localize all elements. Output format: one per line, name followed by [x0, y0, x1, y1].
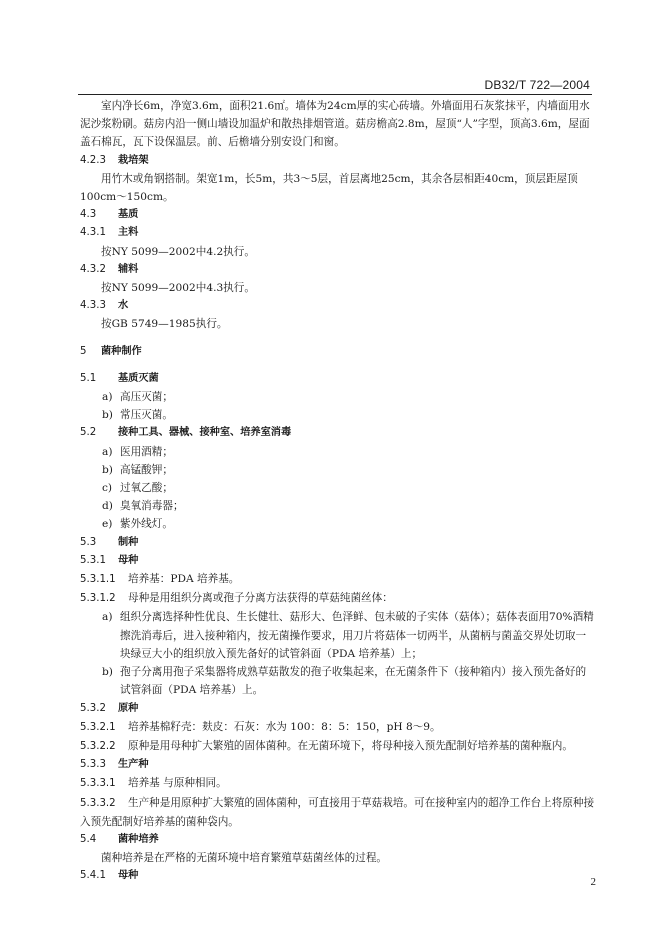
clause-text: 原种是用母种扩大繁殖的固体菌种。在无菌环境下，将母种接入预先配制好培养基的菌种瓶内。 — [128, 739, 573, 752]
section-heading — [80, 152, 595, 170]
list-text: 常压灭菌。 — [120, 409, 173, 422]
spacer — [80, 361, 595, 370]
list-text: 组织分离选择种性优良、生长健壮、菇形大、色泽鲜、包未破的子实体（菇体）；菇体表面用70%酒精擦洗消毒后，进入接种箱内，按无菌操作要求，用刀片将菇体一切两半，从菌柄与菌盖交界处切取一块绿豆大小的组织放入预先备好的试管斜面（PDA 培养基）上； — [120, 611, 594, 660]
section-number: 5.3.3 — [80, 759, 106, 771]
section-number: 5.3.2 — [80, 702, 106, 714]
section-number: 5.3 — [80, 536, 97, 548]
list-text: 高锰酸钾； — [120, 463, 173, 476]
paragraph: 按NY 5099—2002中4.2执行。 — [101, 245, 255, 258]
numbered-paragraph — [80, 589, 595, 608]
list-marker: c) — [102, 482, 113, 495]
list-marker: b) — [102, 463, 113, 476]
section-number: 4.3.1 — [80, 227, 106, 239]
clause-number: 5.3.3.2 — [80, 797, 116, 809]
numbered-paragraph — [80, 718, 595, 737]
numbered-paragraph — [80, 737, 595, 756]
list-item — [80, 388, 595, 406]
list-text: 孢子分离用孢子采集器将成熟草菇散发的孢子收集起来，在无菌条件下（接种箱内）接入预先备好的试管斜面（PDA 培养基）上。 — [120, 666, 587, 697]
list-item — [80, 461, 595, 479]
clause-text: 母种是用组织分离或孢子分离方法获得的草菇纯菌丝体： — [128, 592, 393, 605]
list-text: 紫外线灯。 — [120, 518, 173, 531]
list-item — [80, 443, 595, 461]
section-number: 4.2.3 — [80, 154, 106, 166]
list-marker: d) — [102, 500, 113, 513]
list-marker: a) — [102, 391, 113, 404]
section-title: 制种 — [118, 536, 139, 548]
section-heading — [80, 224, 595, 242]
list-item — [80, 497, 595, 515]
clause-text: 生产种是用原种扩大繁殖的固体菌种，可直接用于草菇栽培。可在接种室内的超净工作台上将原种接入预先配制好培养基的菌种袋内。 — [80, 796, 595, 828]
document-code: DB32/T 722—2004 — [484, 78, 590, 92]
list-item — [80, 479, 595, 497]
section-title: 接种工具、器械、接种室、培养室消毒 — [118, 427, 292, 439]
section-heading — [80, 261, 595, 279]
list-item — [80, 663, 595, 699]
list-marker: b) — [102, 666, 113, 679]
section-title: 母种 — [118, 870, 139, 882]
section-heading — [80, 370, 595, 388]
section-title: 栽培架 — [118, 154, 149, 166]
section-number: 5.2 — [80, 427, 97, 439]
paragraph: 用竹木或角钢搭制。架宽1m，长5m，共3～5层，首层离地25cm，其余各层相距40cm，顶层距屋顶100cm～150cm。 — [80, 172, 578, 204]
clause-number: 5.3.3.1 — [80, 778, 116, 790]
section-heading — [80, 206, 595, 224]
section-heading — [80, 424, 595, 442]
section-title: 菌种制作 — [101, 345, 142, 357]
section-heading — [80, 756, 595, 774]
clause-number: 5.3.2.2 — [80, 740, 116, 752]
numbered-paragraph — [80, 794, 595, 831]
list-marker: a) — [102, 611, 113, 624]
clause-text: 培养基 与原种相同。 — [128, 777, 227, 790]
clause-number: 5.3.1.1 — [80, 574, 116, 586]
list-item — [80, 515, 595, 533]
section-heading — [80, 552, 595, 570]
clause-number: 5.3.1.2 — [80, 593, 116, 605]
paragraph: 室内净长6m，净宽3.6m，面积21.6㎡。墙体为24cm厚的实心砖墙。外墙面用石灰浆抹平，内墙面用水泥沙浆粉刷。菇房内沿一侧山墙设加温炉和散热排烟管道。菇房檐高2.8m，屋顶“人”字型，顶高3.6m，屋面盖石棉瓦，瓦下设保温层。前、后檐墙分别安设门和窗。 — [80, 100, 590, 149]
section-heading — [80, 700, 595, 718]
chapter-heading — [80, 343, 595, 361]
page-number: 2 — [590, 876, 596, 888]
section-number: 4.3 — [80, 209, 97, 221]
section-title: 水 — [118, 300, 129, 312]
section-number: 4.3.3 — [80, 300, 106, 312]
section-number: 5 — [80, 345, 87, 357]
list-item — [80, 608, 595, 663]
section-title: 主料 — [118, 227, 139, 239]
paragraph: 菌种培养是在严格的无菌环境中培育繁殖草菇菌丝体的过程。 — [101, 852, 388, 865]
section-title: 基质灭菌 — [118, 372, 159, 384]
list-item — [80, 406, 595, 424]
section-number: 4.3.2 — [80, 263, 106, 275]
section-number: 5.1 — [80, 372, 97, 384]
section-title: 母种 — [118, 554, 139, 566]
numbered-paragraph — [80, 570, 595, 589]
list-marker: b) — [102, 409, 113, 422]
numbered-paragraph — [80, 774, 595, 793]
section-title: 原种 — [118, 702, 139, 714]
spacer — [80, 334, 595, 343]
section-heading — [80, 297, 595, 315]
clause-number: 5.3.2.1 — [80, 721, 116, 733]
section-title: 辅料 — [118, 263, 139, 275]
section-title: 生产种 — [118, 759, 149, 771]
section-title: 菌种培养 — [118, 833, 159, 845]
list-marker: a) — [102, 445, 113, 458]
section-number: 5.4.1 — [80, 870, 106, 882]
list-text: 臭氧消毒器； — [120, 500, 184, 513]
section-title: 基质 — [118, 209, 139, 221]
list-text: 医用酒精； — [120, 445, 173, 458]
section-heading — [80, 831, 595, 849]
clause-text: 培养基棉籽壳：麸皮：石灰：水为 100：8：5：150，pH 8～9。 — [128, 720, 441, 733]
list-marker: e) — [102, 518, 113, 531]
section-heading — [80, 867, 595, 885]
document-body — [80, 97, 595, 886]
section-number: 5.3.1 — [80, 554, 106, 566]
list-text: 过氧乙酸； — [120, 482, 173, 495]
paragraph: 按GB 5749—1985执行。 — [101, 318, 228, 331]
section-heading — [80, 534, 595, 552]
section-number: 5.4 — [80, 833, 97, 845]
header-rule — [78, 94, 592, 95]
clause-text: 培养基：PDA 培养基。 — [128, 573, 240, 586]
list-text: 高压灭菌； — [120, 391, 173, 404]
paragraph: 按NY 5099—2002中4.3执行。 — [101, 282, 255, 295]
